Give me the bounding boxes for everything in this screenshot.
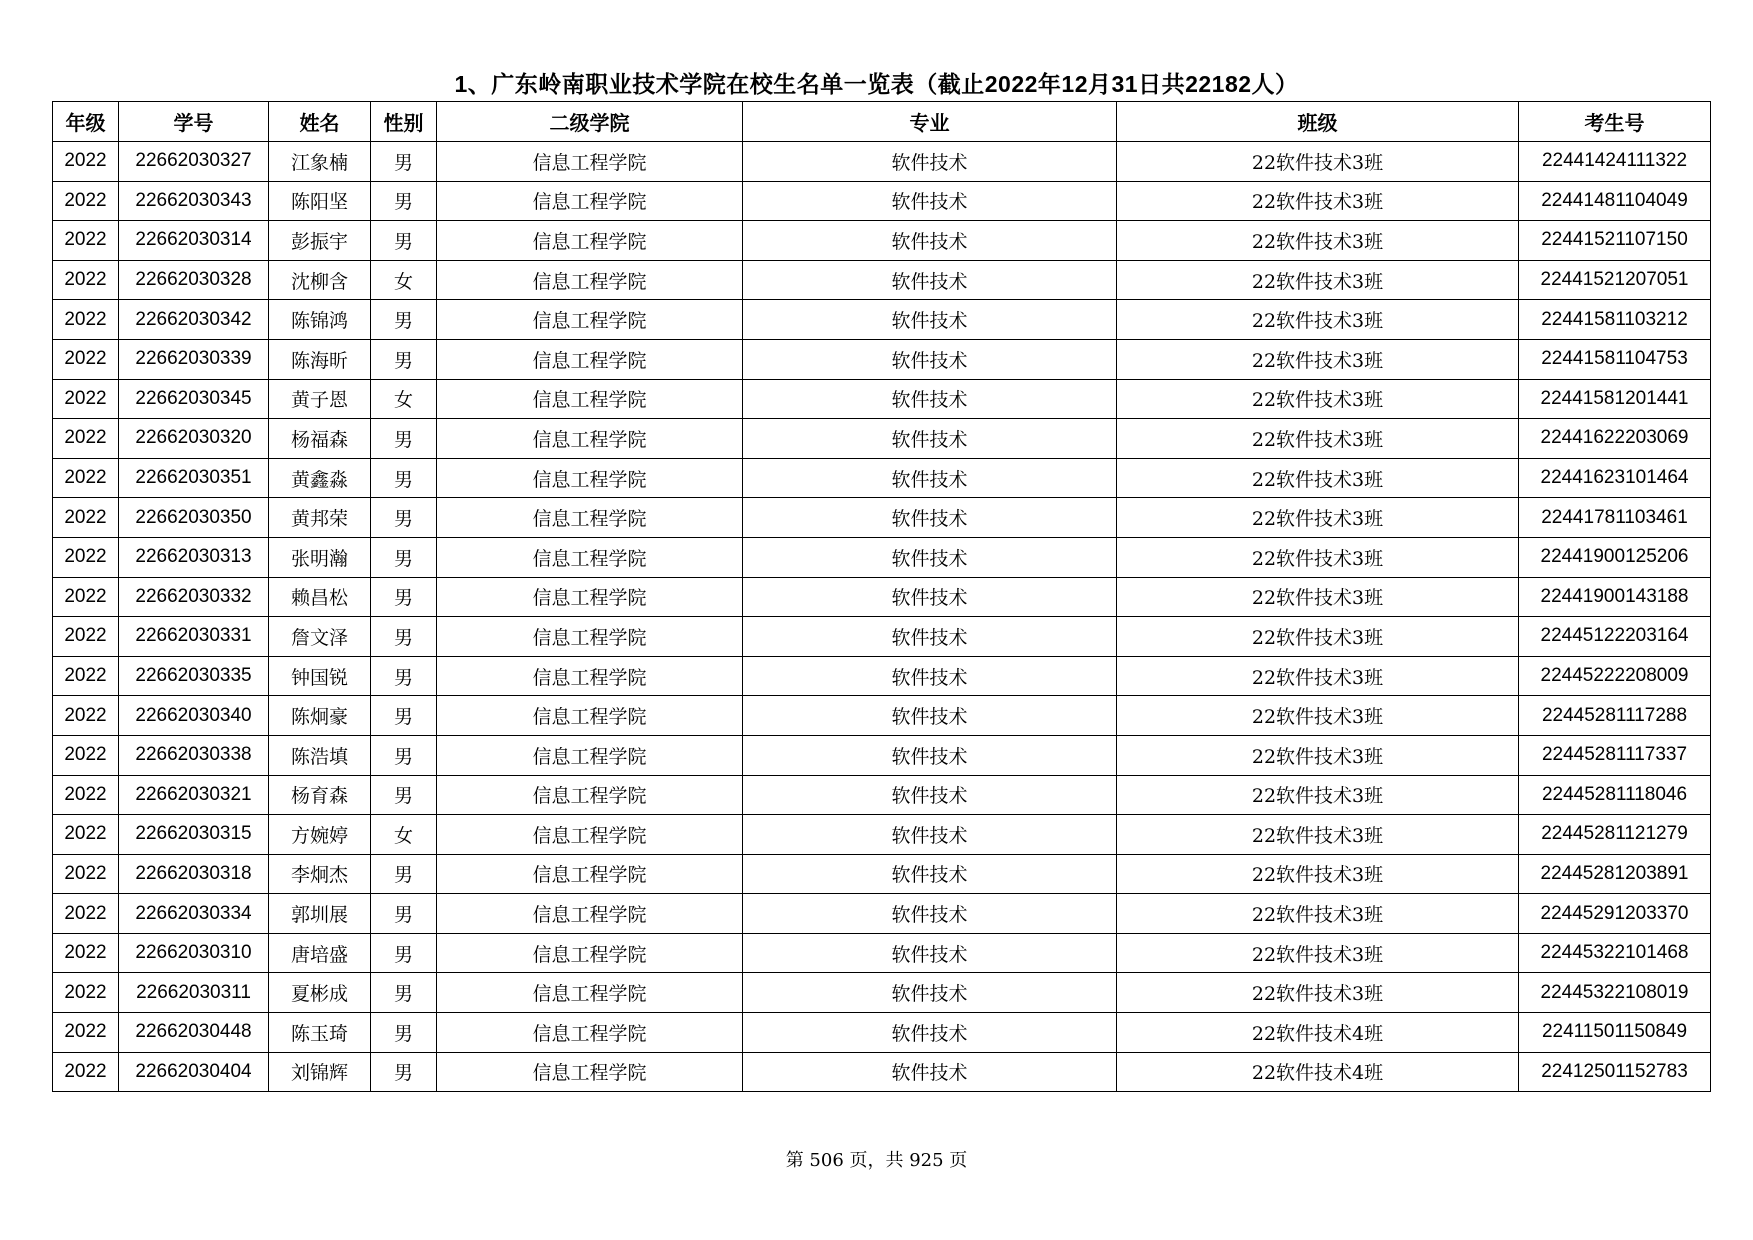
cell-student-id: 22662030327 [119,142,269,182]
cell-student-id: 22662030318 [119,854,269,894]
cell-major: 软件技术 [743,458,1117,498]
cell-name: 陈锦鸿 [269,300,371,340]
cell-gender: 男 [371,894,437,934]
cell-grade: 2022 [53,458,119,498]
cell-major: 软件技术 [743,300,1117,340]
cell-exam-id: 22411501150849 [1519,1013,1711,1053]
cell-major: 软件技术 [743,419,1117,459]
cell-class: 22软件技术3班 [1117,419,1519,459]
cell-student-id: 22662030448 [119,1013,269,1053]
cell-major: 软件技术 [743,1052,1117,1092]
table-row [53,1052,1711,1092]
cell-college: 信息工程学院 [437,973,743,1013]
cell-exam-id: 22441581104753 [1519,339,1711,379]
cell-grade: 2022 [53,221,119,261]
cell-class: 22软件技术3班 [1117,498,1519,538]
cell-name: 张明瀚 [269,537,371,577]
cell-gender: 男 [371,973,437,1013]
cell-name: 黄邦荣 [269,498,371,538]
cell-name: 赖昌松 [269,577,371,617]
table-row [53,577,1711,617]
cell-exam-id: 22441622203069 [1519,419,1711,459]
cell-grade: 2022 [53,854,119,894]
table-row [53,379,1711,419]
cell-grade: 2022 [53,419,119,459]
cell-major: 软件技术 [743,221,1117,261]
cell-class: 22软件技术3班 [1117,775,1519,815]
cell-student-id: 22662030350 [119,498,269,538]
cell-grade: 2022 [53,656,119,696]
cell-student-id: 22662030311 [119,973,269,1013]
cell-major: 软件技术 [743,1013,1117,1053]
cell-major: 软件技术 [743,617,1117,657]
cell-major: 软件技术 [743,656,1117,696]
cell-class: 22软件技术3班 [1117,735,1519,775]
cell-grade: 2022 [53,933,119,973]
cell-major: 软件技术 [743,181,1117,221]
cell-gender: 女 [371,379,437,419]
cell-college: 信息工程学院 [437,300,743,340]
cell-class: 22软件技术3班 [1117,815,1519,855]
cell-student-id: 22662030335 [119,656,269,696]
cell-gender: 男 [371,221,437,261]
cell-name: 杨福森 [269,419,371,459]
cell-major: 软件技术 [743,537,1117,577]
cell-major: 软件技术 [743,775,1117,815]
cell-student-id: 22662030342 [119,300,269,340]
cell-grade: 2022 [53,498,119,538]
cell-exam-id: 22441581201441 [1519,379,1711,419]
cell-gender: 女 [371,815,437,855]
cell-name: 黄鑫淼 [269,458,371,498]
cell-name: 钟国锐 [269,656,371,696]
header-major: 专业 [743,102,1117,142]
cell-student-id: 22662030321 [119,775,269,815]
cell-name: 刘锦辉 [269,1052,371,1092]
cell-gender: 男 [371,735,437,775]
cell-college: 信息工程学院 [437,775,743,815]
cell-college: 信息工程学院 [437,221,743,261]
cell-exam-id: 22441424111322 [1519,142,1711,182]
cell-gender: 男 [371,419,437,459]
cell-grade: 2022 [53,577,119,617]
cell-student-id: 22662030313 [119,537,269,577]
header-exam-id: 考生号 [1519,102,1711,142]
cell-college: 信息工程学院 [437,854,743,894]
cell-major: 软件技术 [743,933,1117,973]
table-row [53,854,1711,894]
cell-name: 陈玉琦 [269,1013,371,1053]
cell-name: 唐培盛 [269,933,371,973]
cell-name: 彭振宇 [269,221,371,261]
cell-college: 信息工程学院 [437,339,743,379]
cell-student-id: 22662030310 [119,933,269,973]
cell-gender: 男 [371,933,437,973]
table-row [53,181,1711,221]
cell-gender: 男 [371,656,437,696]
cell-gender: 男 [371,339,437,379]
cell-college: 信息工程学院 [437,656,743,696]
cell-exam-id: 22445122203164 [1519,617,1711,657]
cell-class: 22软件技术3班 [1117,142,1519,182]
cell-class: 22软件技术3班 [1117,181,1519,221]
cell-exam-id: 22445322108019 [1519,973,1711,1013]
cell-college: 信息工程学院 [437,458,743,498]
cell-class: 22软件技术3班 [1117,973,1519,1013]
cell-gender: 女 [371,260,437,300]
cell-major: 软件技术 [743,894,1117,934]
cell-exam-id: 22445281118046 [1519,775,1711,815]
cell-major: 软件技术 [743,379,1117,419]
cell-student-id: 22662030332 [119,577,269,617]
cell-major: 软件技术 [743,696,1117,736]
cell-student-id: 22662030331 [119,617,269,657]
cell-exam-id: 22441900125206 [1519,537,1711,577]
cell-class: 22软件技术3班 [1117,221,1519,261]
header-name: 姓名 [269,102,371,142]
cell-college: 信息工程学院 [437,142,743,182]
cell-college: 信息工程学院 [437,181,743,221]
cell-gender: 男 [371,181,437,221]
student-roster-table [52,101,1711,1092]
cell-name: 郭圳展 [269,894,371,934]
table-row [53,260,1711,300]
table-row [53,933,1711,973]
cell-exam-id: 22445322101468 [1519,933,1711,973]
cell-class: 22软件技术3班 [1117,894,1519,934]
header-gender: 性别 [371,102,437,142]
cell-student-id: 22662030343 [119,181,269,221]
cell-grade: 2022 [53,300,119,340]
cell-gender: 男 [371,498,437,538]
cell-grade: 2022 [53,181,119,221]
cell-grade: 2022 [53,537,119,577]
cell-exam-id: 22445281203891 [1519,854,1711,894]
cell-class: 22软件技术3班 [1117,617,1519,657]
cell-grade: 2022 [53,973,119,1013]
cell-exam-id: 22412501152783 [1519,1052,1711,1092]
cell-name: 沈柳含 [269,260,371,300]
header-class: 班级 [1117,102,1519,142]
cell-grade: 2022 [53,1013,119,1053]
cell-grade: 2022 [53,894,119,934]
cell-grade: 2022 [53,735,119,775]
cell-grade: 2022 [53,617,119,657]
cell-class: 22软件技术3班 [1117,577,1519,617]
cell-name: 陈海昕 [269,339,371,379]
cell-college: 信息工程学院 [437,735,743,775]
cell-gender: 男 [371,458,437,498]
cell-college: 信息工程学院 [437,537,743,577]
cell-grade: 2022 [53,815,119,855]
table-row [53,1013,1711,1053]
cell-college: 信息工程学院 [437,419,743,459]
cell-name: 江象楠 [269,142,371,182]
cell-grade: 2022 [53,142,119,182]
cell-name: 杨育森 [269,775,371,815]
table-row [53,617,1711,657]
cell-class: 22软件技术3班 [1117,339,1519,379]
cell-class: 22软件技术3班 [1117,537,1519,577]
cell-grade: 2022 [53,339,119,379]
cell-class: 22软件技术3班 [1117,696,1519,736]
cell-major: 软件技术 [743,815,1117,855]
cell-class: 22软件技术4班 [1117,1013,1519,1053]
table-row [53,775,1711,815]
cell-exam-id: 22441521107150 [1519,221,1711,261]
cell-college: 信息工程学院 [437,1013,743,1053]
cell-student-id: 22662030345 [119,379,269,419]
cell-class: 22软件技术3班 [1117,300,1519,340]
page-title: 1、广东岭南职业技术学院在校生名单一览表（截止2022年12月31日共22182人） [454,71,1299,97]
cell-gender: 男 [371,537,437,577]
cell-name: 詹文泽 [269,617,371,657]
table-row [53,458,1711,498]
cell-major: 软件技术 [743,577,1117,617]
cell-name: 陈浩填 [269,735,371,775]
cell-student-id: 22662030351 [119,458,269,498]
cell-college: 信息工程学院 [437,696,743,736]
cell-exam-id: 22441581103212 [1519,300,1711,340]
cell-exam-id: 22445222208009 [1519,656,1711,696]
header-college: 二级学院 [437,102,743,142]
table-body [53,142,1711,1092]
cell-grade: 2022 [53,775,119,815]
cell-gender: 男 [371,854,437,894]
cell-student-id: 22662030314 [119,221,269,261]
cell-major: 软件技术 [743,498,1117,538]
cell-student-id: 22662030338 [119,735,269,775]
cell-college: 信息工程学院 [437,894,743,934]
cell-class: 22软件技术3班 [1117,379,1519,419]
cell-student-id: 22662030404 [119,1052,269,1092]
cell-gender: 男 [371,142,437,182]
table-row [53,537,1711,577]
table-row [53,656,1711,696]
cell-class: 22软件技术3班 [1117,260,1519,300]
table-row [53,894,1711,934]
table-row [53,300,1711,340]
cell-exam-id: 22445281117337 [1519,735,1711,775]
cell-major: 软件技术 [743,735,1117,775]
cell-student-id: 22662030340 [119,696,269,736]
table-row [53,142,1711,182]
cell-exam-id: 22445281117288 [1519,696,1711,736]
cell-name: 李炯杰 [269,854,371,894]
cell-gender: 男 [371,1013,437,1053]
cell-student-id: 22662030339 [119,339,269,379]
cell-student-id: 22662030320 [119,419,269,459]
table-header-row [53,102,1711,142]
cell-exam-id: 22441521207051 [1519,260,1711,300]
header-grade: 年级 [53,102,119,142]
cell-gender: 男 [371,1052,437,1092]
cell-major: 软件技术 [743,260,1117,300]
cell-gender: 男 [371,617,437,657]
cell-grade: 2022 [53,379,119,419]
cell-name: 方婉婷 [269,815,371,855]
cell-exam-id: 22441900143188 [1519,577,1711,617]
cell-college: 信息工程学院 [437,498,743,538]
cell-major: 软件技术 [743,142,1117,182]
table-row [53,973,1711,1013]
cell-major: 软件技术 [743,973,1117,1013]
page-footer: 第 506 页，共 925 页 [785,1150,968,1171]
cell-student-id: 22662030315 [119,815,269,855]
table-row [53,221,1711,261]
cell-exam-id: 22441623101464 [1519,458,1711,498]
table-row [53,815,1711,855]
cell-class: 22软件技术3班 [1117,656,1519,696]
cell-name: 陈炯豪 [269,696,371,736]
header-student-id: 学号 [119,102,269,142]
cell-student-id: 22662030328 [119,260,269,300]
table-row [53,696,1711,736]
cell-college: 信息工程学院 [437,379,743,419]
cell-class: 22软件技术4班 [1117,1052,1519,1092]
cell-class: 22软件技术3班 [1117,854,1519,894]
cell-class: 22软件技术3班 [1117,933,1519,973]
cell-grade: 2022 [53,696,119,736]
table-row [53,339,1711,379]
cell-gender: 男 [371,577,437,617]
cell-name: 夏彬成 [269,973,371,1013]
cell-gender: 男 [371,775,437,815]
cell-exam-id: 22441781103461 [1519,498,1711,538]
cell-class: 22软件技术3班 [1117,458,1519,498]
cell-exam-id: 22445291203370 [1519,894,1711,934]
cell-grade: 2022 [53,260,119,300]
table-row [53,498,1711,538]
cell-college: 信息工程学院 [437,933,743,973]
cell-gender: 男 [371,300,437,340]
cell-name: 黄子恩 [269,379,371,419]
cell-college: 信息工程学院 [437,577,743,617]
cell-college: 信息工程学院 [437,815,743,855]
cell-major: 软件技术 [743,339,1117,379]
cell-college: 信息工程学院 [437,260,743,300]
cell-student-id: 22662030334 [119,894,269,934]
cell-college: 信息工程学院 [437,1052,743,1092]
cell-college: 信息工程学院 [437,617,743,657]
cell-gender: 男 [371,696,437,736]
table-row [53,419,1711,459]
cell-name: 陈阳坚 [269,181,371,221]
cell-exam-id: 22445281121279 [1519,815,1711,855]
cell-major: 软件技术 [743,854,1117,894]
cell-exam-id: 22441481104049 [1519,181,1711,221]
table-row [53,735,1711,775]
cell-grade: 2022 [53,1052,119,1092]
